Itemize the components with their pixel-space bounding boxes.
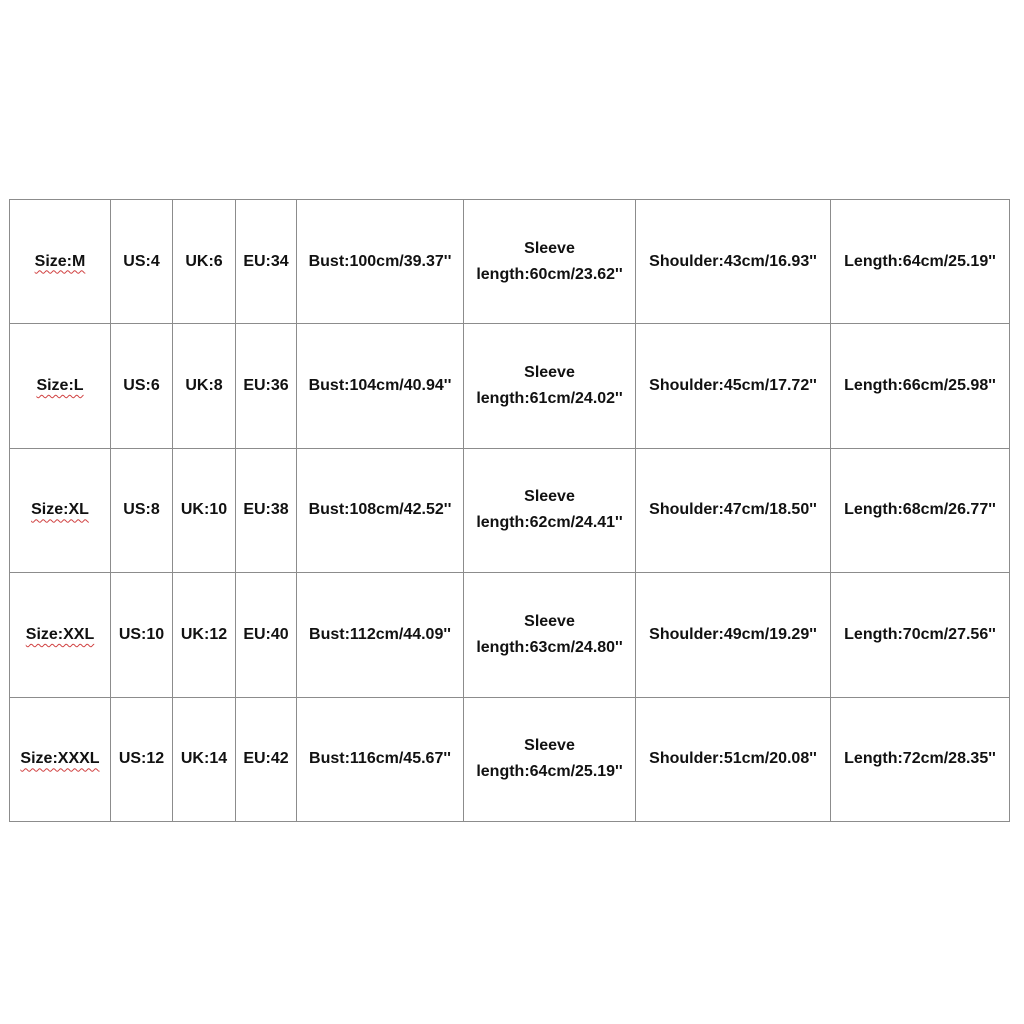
size-label: Size:XXXL <box>20 750 100 768</box>
uk-size-cell: UK:10 <box>173 448 236 572</box>
sleeve-value: length:61cm/24.02'' <box>476 390 623 408</box>
size-label: Size:XL <box>31 501 89 519</box>
length-cell: Length:70cm/27.56'' <box>831 573 1010 697</box>
size-chart-table <box>9 199 1010 822</box>
size-cell <box>10 697 111 821</box>
sleeve-label: Sleeve <box>524 737 575 755</box>
uk-size-cell: UK:12 <box>173 573 236 697</box>
bust-cell: Bust:104cm/40.94'' <box>297 324 464 448</box>
uk-size-cell: UK:8 <box>173 324 236 448</box>
size-label: Size:L <box>36 377 84 395</box>
size-label: Size:XXL <box>25 625 95 643</box>
uk-size-cell: UK:14 <box>173 697 236 821</box>
us-size-cell: US:4 <box>111 200 173 324</box>
length-cell: Length:64cm/25.19'' <box>831 200 1010 324</box>
table-row <box>10 324 1010 448</box>
sleeve-length-cell <box>464 697 636 821</box>
table-row <box>10 573 1010 697</box>
bust-cell: Bust:112cm/44.09'' <box>297 573 464 697</box>
sleeve-value: length:63cm/24.80'' <box>476 638 623 656</box>
shoulder-cell: Shoulder:45cm/17.72'' <box>636 324 831 448</box>
eu-size-cell: EU:42 <box>236 697 297 821</box>
shoulder-cell: Shoulder:49cm/19.29'' <box>636 573 831 697</box>
sleeve-value: length:64cm/25.19'' <box>476 763 623 781</box>
size-cell <box>10 573 111 697</box>
eu-size-cell: EU:38 <box>236 448 297 572</box>
sleeve-label: Sleeve <box>524 488 575 506</box>
size-label: Size:M <box>34 252 86 270</box>
table-row <box>10 448 1010 572</box>
us-size-cell: US:12 <box>111 697 173 821</box>
eu-size-cell: EU:40 <box>236 573 297 697</box>
bust-cell: Bust:100cm/39.37'' <box>297 200 464 324</box>
sleeve-label: Sleeve <box>524 612 575 630</box>
sleeve-label: Sleeve <box>524 364 575 382</box>
shoulder-cell: Shoulder:51cm/20.08'' <box>636 697 831 821</box>
sleeve-value: length:60cm/23.62'' <box>476 265 623 283</box>
size-cell <box>10 448 111 572</box>
sleeve-length-cell <box>464 200 636 324</box>
shoulder-cell: Shoulder:47cm/18.50'' <box>636 448 831 572</box>
bust-cell: Bust:108cm/42.52'' <box>297 448 464 572</box>
size-cell <box>10 200 111 324</box>
size-cell <box>10 324 111 448</box>
sleeve-length-cell <box>464 324 636 448</box>
table-row <box>10 200 1010 324</box>
sleeve-length-cell <box>464 573 636 697</box>
sleeve-length-cell <box>464 448 636 572</box>
eu-size-cell: EU:34 <box>236 200 297 324</box>
length-cell: Length:66cm/25.98'' <box>831 324 1010 448</box>
us-size-cell: US:10 <box>111 573 173 697</box>
us-size-cell: US:6 <box>111 324 173 448</box>
sleeve-label: Sleeve <box>524 239 575 257</box>
eu-size-cell: EU:36 <box>236 324 297 448</box>
table-row <box>10 697 1010 821</box>
sleeve-value: length:62cm/24.41'' <box>476 514 623 532</box>
length-cell: Length:68cm/26.77'' <box>831 448 1010 572</box>
bust-cell: Bust:116cm/45.67'' <box>297 697 464 821</box>
us-size-cell: US:8 <box>111 448 173 572</box>
uk-size-cell: UK:6 <box>173 200 236 324</box>
shoulder-cell: Shoulder:43cm/16.93'' <box>636 200 831 324</box>
length-cell: Length:72cm/28.35'' <box>831 697 1010 821</box>
